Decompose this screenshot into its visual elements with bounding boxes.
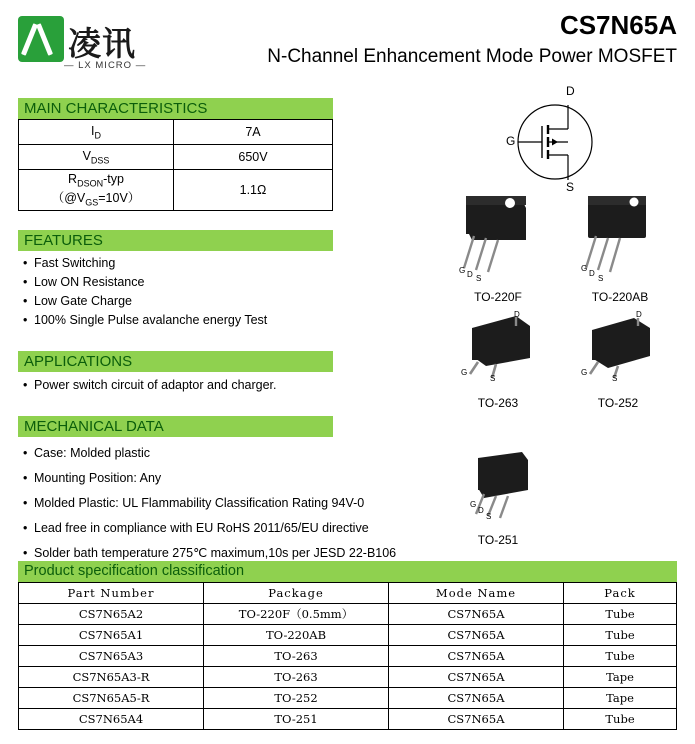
section-header-product-spec: Product specification classification — [18, 561, 677, 582]
page-header — [0, 0, 695, 82]
value-vdss: 650V — [174, 145, 333, 170]
cell-mode-name: CS7N65A — [389, 667, 564, 688]
package-to263-drawing — [448, 308, 548, 393]
list-item: • Case: Molded plastic — [22, 441, 472, 466]
pin-label-d: D — [589, 269, 595, 278]
logo-chinese-name: 凌讯 — [68, 24, 136, 63]
symbol-label-drain: D — [566, 84, 575, 98]
package-label-to251: TO-251 — [477, 533, 519, 547]
cell-package: TO-251 — [204, 709, 389, 730]
cell-mode-name: CS7N65A — [389, 625, 564, 646]
cell-package: TO-220F（0.5mm） — [204, 604, 389, 625]
cell-part-number: CS7N65A4 — [19, 709, 204, 730]
pin-label-g: G — [581, 368, 588, 377]
logo-subtext: — LX MICRO — — [64, 60, 147, 71]
cell-package: TO-263 — [204, 646, 389, 667]
col-header-mode-name: Mode Name — [389, 583, 564, 604]
list-item: • Fast Switching — [22, 254, 352, 273]
cell-pack: Tube — [564, 604, 677, 625]
main-characteristics-table — [18, 119, 333, 211]
cell-part-number: CS7N65A3-R — [19, 667, 204, 688]
section-header-mechanical-data: MECHANICAL DATA — [18, 416, 333, 437]
list-item: • Low ON Resistance — [22, 273, 352, 292]
param-vdss: $V_{DSS}$ — [19, 145, 174, 170]
pin-label-s: S — [476, 274, 482, 283]
applications-list — [22, 376, 352, 395]
symbol-label-source: S — [566, 180, 575, 194]
list-item: • Power switch circuit of adaptor and charger. — [22, 376, 352, 395]
package-label-to263: TO-263 — [477, 396, 519, 410]
value-id: 7A — [174, 120, 333, 145]
pin-label-d: D — [514, 310, 520, 319]
pin-label-s: S — [486, 512, 492, 521]
table-header-row — [19, 583, 677, 604]
list-item: • Solder bath temperature 275℃ maximum,10s per JESD 22-B106 — [22, 541, 472, 566]
table-row — [19, 145, 333, 170]
section-header-applications: APPLICATIONS — [18, 351, 333, 372]
table-row — [19, 170, 333, 211]
cell-package: TO-220AB — [204, 625, 389, 646]
section-header-features: FEATURES — [18, 230, 333, 251]
table-row — [19, 667, 677, 688]
package-to251 — [448, 448, 548, 547]
cell-part-number: CS7N65A1 — [19, 625, 204, 646]
page-subtitle: N-Channel Enhancement Mode Power MOSFET — [267, 46, 677, 67]
table-row — [19, 120, 333, 145]
cell-pack: Tape — [564, 667, 677, 688]
list-item: • Lead free in compliance with EU RoHS 2011/65/EU directive — [22, 516, 472, 541]
pin-label-d: D — [478, 506, 484, 515]
cell-pack: Tube — [564, 625, 677, 646]
table-row — [19, 604, 677, 625]
col-header-package: Package — [204, 583, 389, 604]
package-to251-drawing — [448, 448, 548, 530]
package-to220f — [448, 192, 548, 304]
cell-mode-name: CS7N65A — [389, 604, 564, 625]
package-to263 — [448, 308, 548, 410]
list-item: • Low Gate Charge — [22, 292, 352, 311]
cell-part-number: CS7N65A5-R — [19, 688, 204, 709]
package-to220ab — [570, 192, 670, 304]
list-item: • 100% Single Pulse avalanche energy Test — [22, 311, 352, 330]
pin-label-g: G — [461, 368, 468, 377]
symbol-label-gate: G — [506, 134, 516, 148]
cell-package: TO-263 — [204, 667, 389, 688]
features-list — [22, 254, 352, 330]
cell-mode-name: CS7N65A — [389, 709, 564, 730]
pin-label-d: D — [467, 270, 473, 279]
cell-pack: Tube — [564, 709, 677, 730]
logo-stroke-left — [21, 23, 38, 55]
cell-pack: Tape — [564, 688, 677, 709]
col-header-pack: Pack — [564, 583, 677, 604]
table-row — [19, 688, 677, 709]
pin-label-s: S — [598, 274, 604, 283]
cell-package: TO-252 — [204, 688, 389, 709]
section-header-main-characteristics: MAIN CHARACTERISTICS — [18, 98, 333, 119]
list-item: • Mounting Position: Any — [22, 466, 472, 491]
mechanical-data-list — [22, 441, 472, 566]
product-specification-table — [18, 582, 677, 730]
table-row — [19, 625, 677, 646]
pin-label-s: S — [612, 374, 618, 383]
logo-stroke-right — [36, 23, 53, 55]
package-to252 — [568, 308, 668, 410]
pin-label-d: D — [636, 310, 642, 319]
package-label-to252: TO-252 — [597, 396, 639, 410]
pin-label-g: G — [470, 500, 477, 509]
table-row — [19, 709, 677, 730]
param-rdson: $R_{DSON}$-typ $(@V_{GS}=10V)$ — [19, 170, 174, 211]
logo-mark-icon — [18, 16, 64, 62]
cell-part-number: CS7N65A2 — [19, 604, 204, 625]
param-id: $I_D$ — [19, 120, 174, 145]
package-label-to220ab: TO-220AB — [591, 290, 649, 304]
pin-label-g: G — [581, 264, 588, 273]
company-logo — [18, 16, 168, 72]
pin-label-g: G — [459, 266, 466, 275]
value-rdson: 1.1Ω — [174, 170, 333, 211]
table-row — [19, 646, 677, 667]
pin-label-s: S — [490, 374, 496, 383]
col-header-part-number: Part Number — [19, 583, 204, 604]
cell-mode-name: CS7N65A — [389, 688, 564, 709]
cell-mode-name: CS7N65A — [389, 646, 564, 667]
list-item: • Molded Plastic: UL Flammability Classification Rating 94V-0 — [22, 491, 472, 516]
mosfet-symbol-diagram — [490, 84, 620, 194]
package-to252-drawing — [568, 308, 668, 393]
package-label-to220f: TO-220F — [474, 290, 522, 304]
cell-pack: Tube — [564, 646, 677, 667]
page-title: CS7N65A — [559, 10, 677, 40]
cell-part-number: CS7N65A3 — [19, 646, 204, 667]
